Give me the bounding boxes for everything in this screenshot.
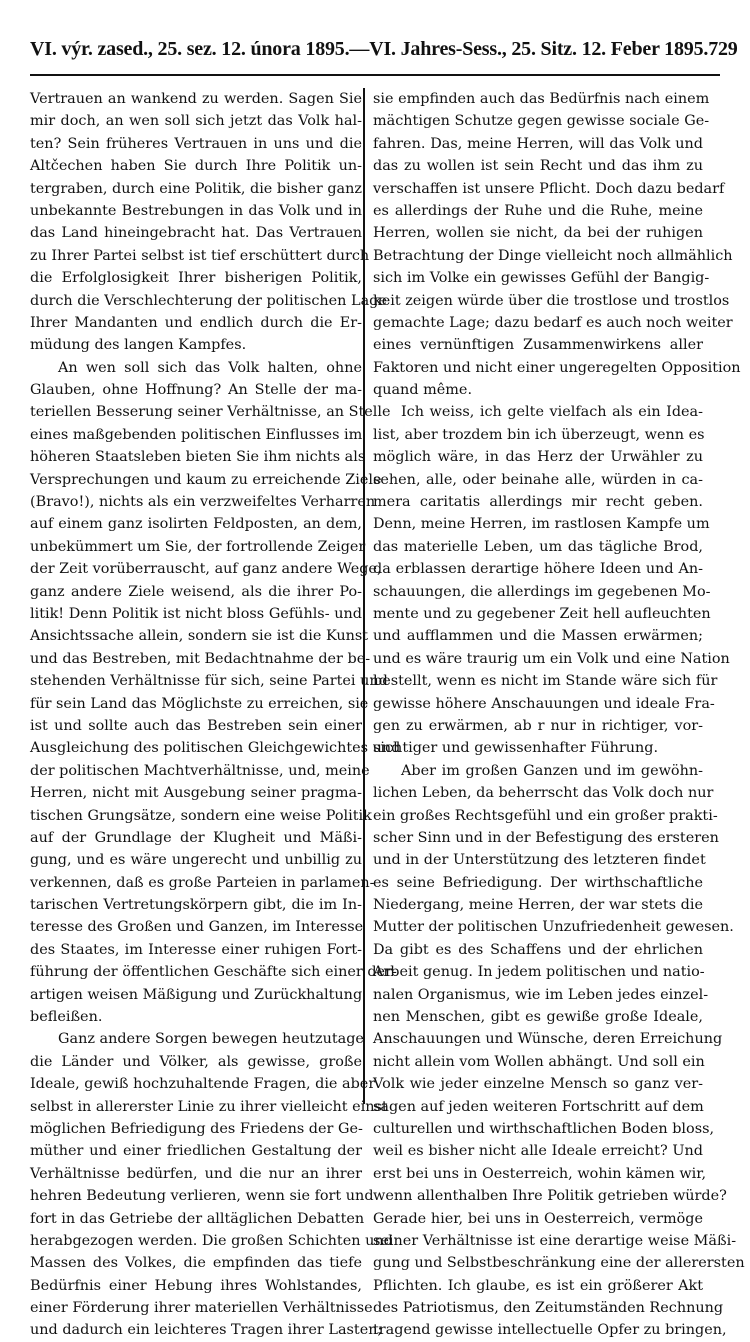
text-line: Glauben, ohne Hoffnung? An Stelle der ma- (30, 382, 362, 399)
text-line: Betrachtung der Dinge vielleicht noch allmählich (373, 247, 733, 264)
text-line: litik! Denn Politik ist nicht bloss Gefühls- und (30, 605, 362, 622)
text-line: nen Menschen, gibt es gewiße große Ideale, (373, 1009, 703, 1026)
text-line: das Land hineingebracht hat. Das Vertrauen (30, 225, 362, 242)
text-line: Mutter der politischen Unzufriedenheit gewesen. (373, 919, 734, 936)
text-line: sehen, alle, oder beinahe alle, würden in ca- (373, 471, 703, 488)
page-header (30, 38, 738, 61)
text-line: gen zu erwärmen, ab r nur in richtiger, vor- (373, 717, 703, 734)
header-separator: — (349, 38, 370, 60)
text-line: und dadurch ein leichteres Tragen ihrer Lasten; (30, 1322, 383, 1339)
text-line: gewisse höhere Anschauungen und ideale Fra- (373, 695, 715, 712)
text-line: nicht allein vom Wollen abhängt. Und soll ein (373, 1053, 705, 1070)
text-line: verkennen, daß es große Parteien in parlamen- (30, 874, 375, 891)
text-line: Aber im großen Ganzen und im gewöhn- (401, 762, 703, 779)
text-line: Ansichtssache allein, sondern sie ist die Kunst (30, 628, 369, 645)
text-line: list, aber trozdem bin ich überzeugt, wenn es (373, 426, 705, 443)
text-line: keit zeigen würde über die trostlose und trostlos (373, 292, 730, 309)
text-line: fort in das Getriebe der alltäglichen Debatten (30, 1210, 365, 1227)
text-line: möglichen Befriedigung des Friedens der Ge- (30, 1120, 363, 1137)
text-line: die Erfolglosigkeit Ihrer bisherigen Politik, (30, 270, 362, 287)
header-czech: VI. výr. zased., 25. sez. 12. února 1895. (30, 38, 350, 60)
text-line: teresse des Großen und Ganzen, im Interesse (30, 919, 364, 936)
text-line: das zu wollen ist sein Recht und das ihm zu (373, 158, 703, 175)
text-line: lichen Leben, da beherrscht das Volk doch nur (373, 785, 714, 802)
text-line: gung, und es wäre ungerecht und unbillig zu (30, 852, 362, 869)
text-line: artigen weisen Mäßigung und Zurückhaltung (30, 986, 363, 1003)
text-line: die Länder und Völker, als gewisse, große (30, 1053, 362, 1070)
text-line: das materielle Leben, um das tägliche Brod, (373, 538, 703, 555)
text-line: Denn, meine Herren, im rastlosen Kampfe um (373, 516, 710, 533)
header-german: VI. Jahres-Sess., 25. Sitz. 12. Feber 1895. (369, 38, 709, 60)
text-line: gung und Selbstbeschränkung eine der allerersten (373, 1255, 745, 1272)
text-line: und aufflammen und die Massen erwärmen; (373, 628, 703, 645)
text-line: An wen soll sich das Volk halten, ohne (58, 359, 362, 376)
text-line: es allerdings der Ruhe und die Ruhe, meine (373, 202, 703, 219)
text-line: erst bei uns in Oesterreich, wohin kämen wir, (373, 1165, 707, 1182)
text-line: möglich wäre, in das Herz der Urwähler zu (373, 449, 703, 466)
text-line: fahren. Das, meine Herren, will das Volk und (373, 135, 703, 152)
text-line: ist und sollte auch das Bestreben sein einer (30, 717, 362, 734)
text-line: Herren, wollen sie nicht, da bei der ruhigen (373, 225, 703, 242)
text-line: sie empfinden auch das Bedürfnis nach einem (373, 91, 710, 107)
text-line: Niedergang, meine Herren, der war stets die (373, 897, 703, 914)
text-line: Faktoren und nicht einer ungeregelten Opposition (373, 359, 741, 376)
text-line: Massen des Volkes, die empfinden das tiefe (30, 1255, 362, 1272)
text-line: sichtiger und gewissenhafter Führung. (373, 740, 659, 757)
header-rule (30, 74, 720, 76)
text-line: mir doch, an wen soll sich jetzt das Volk hal- (30, 113, 362, 130)
text-line: und es wäre traurig um ein Volk und eine Nation (373, 650, 730, 667)
text-line: Verhältnisse bedürfen, und die nur an ihrer (30, 1165, 362, 1182)
text-line: der politischen Machtverhältnisse, und, meine (30, 762, 370, 779)
left-column (30, 88, 401, 1342)
text-line: teriellen Besserung seiner Verhältnisse, an Stelle (30, 404, 391, 421)
text-line: wenn allenthalben Ihre Politik getrieben würde? (373, 1188, 727, 1205)
text-line: und in der Unterstützung des letzteren findet (373, 852, 706, 869)
text-line: seiner Verhältnisse ist eine derartige weise Mäßi- (373, 1232, 737, 1249)
text-line: verschaffen ist unsere Pflicht. Doch dazu bedarf (373, 180, 725, 197)
text-line: sich im Volke ein gewisses Gefühl der Bangig- (373, 270, 710, 287)
text-line: nalen Organismus, wie im Leben jedes einzel- (373, 986, 709, 1003)
text-line: müther und einer friedlichen Gestaltung der (30, 1143, 362, 1160)
text-line: mera caritatis allerdings mir recht geben. (373, 494, 703, 511)
text-line: mente und zu gegebener Zeit hell aufleuchten (373, 605, 711, 622)
text-line: Ihrer Mandanten und endlich durch die Er- (30, 314, 362, 331)
text-line: des Patriotismus, den Zeitumständen Rechnung (373, 1300, 724, 1317)
text-line: sagen auf jeden weiteren Fortschritt auf dem (373, 1098, 704, 1115)
text-line: unbekümmert um Sie, der fortrollende Zeiger (30, 538, 366, 555)
text-line: Pflichten. Ich glaube, es ist ein größerer Akt (373, 1277, 703, 1294)
text-line: gemachte Lage; dazu bedarf es auch noch weiter (373, 314, 733, 331)
text-line: Ausgleichung des politischen Gleichgewichtes und (30, 740, 401, 757)
text-line: Volk wie jeder einzelne Mensch so ganz ver- (373, 1076, 703, 1093)
text-line: Anschauungen und Wünsche, deren Erreichung (373, 1031, 723, 1048)
text-line: tergraben, durch eine Politik, die bisher ganz (30, 180, 362, 197)
text-line: eines maßgebenden politischen Einflusses im (30, 426, 363, 443)
text-line: Altčechen haben Sie durch Ihre Politik un- (30, 158, 362, 175)
text-line: einer Förderung ihrer materiellen Verhältnisse (30, 1300, 373, 1317)
text-line: tragend gewisse intellectuelle Opfer zu bringen, (373, 1322, 727, 1339)
text-line: herabgezogen werden. Die großen Schichten und (30, 1232, 393, 1249)
text-line: ten? Sein früheres Vertrauen in uns und die (30, 135, 362, 152)
text-line: eines vernünftigen Zusammenwirkens aller (373, 337, 703, 354)
text-line: mächtigen Schutze gegen gewisse sociale Ge- (373, 113, 710, 130)
text-line: unbekannte Bestrebungen in das Volk und in (30, 202, 362, 219)
text-line: Versprechungen und kaum zu erreichende Ziele (30, 471, 382, 488)
text-line: Herren, nicht mit Ausgebung seiner pragma- (30, 785, 362, 802)
text-line: tischen Grungsätze, sondern eine weise Politik (30, 807, 372, 824)
text-line: ganz andere Ziele weisend, als die ihrer Po- (30, 583, 362, 600)
text-line: hehren Bedeutung verlieren, wenn sie fort und (30, 1188, 374, 1205)
text-line: des Staates, im Interesse einer ruhigen Fort- (30, 941, 362, 958)
text-line: Gerade hier, bei uns in Oesterreich, vermöge (373, 1210, 703, 1227)
text-line: quand même. (373, 382, 473, 399)
text-line: culturellen und wirthschaftlichen Boden bloss, (373, 1120, 715, 1137)
text-line: Da gibt es des Schaffens und der ehrlichen (373, 941, 703, 958)
right-column (373, 88, 745, 1342)
text-line: weil es bisher nicht alle Ideale erreicht? Und (373, 1143, 703, 1160)
text-line: führung der öffentlichen Geschäfte sich einer der- (30, 964, 397, 981)
text-line: auf der Grundlage der Klugheit und Mäßi- (30, 829, 362, 846)
text-line: höheren Staatsleben bieten Sie ihm nichts als (30, 449, 366, 466)
text-line: Ideale, gewiß hochzuhaltende Fragen, die aber (30, 1076, 376, 1093)
text-line: der Zeit vorüberrauscht, auf ganz andere Wege, (30, 561, 382, 578)
text-line: Arbeit genug. In jedem politischen und natio- (373, 964, 705, 981)
text-line: und das Bestreben, mit Bedachtnahme der be- (30, 650, 371, 667)
text-line: auf einem ganz isolirten Feldposten, an dem, (30, 516, 362, 533)
text-line: tarischen Vertretungskörpern gibt, die im In- (30, 897, 362, 914)
text-line: selbst in allererster Linie zu ihrer vielleicht einst (30, 1098, 388, 1115)
text-line: Vertrauen an wankend zu werden. Sagen Sie (30, 91, 362, 107)
text-line: schauungen, die allerdings im gegebenen Mo- (373, 583, 711, 600)
text-line: bestellt, wenn es nicht im Stande wäre sich für (373, 673, 718, 690)
column-divider (363, 88, 365, 1104)
text-line: ein großes Rechtsgefühl und ein großer prakti- (373, 807, 718, 824)
text-line: Ich weiss, ich gelte vielfach als ein Idea- (401, 404, 703, 421)
text-line: es seine Befriedigung. Der wirthschaftliche (373, 874, 703, 891)
text-line: für sein Land das Möglichste zu erreichen, sie (30, 695, 369, 712)
text-line: Bedürfnis einer Hebung ihres Wohlstandes, (30, 1277, 362, 1294)
text-line: da erblassen derartige höhere Ideen und An- (373, 561, 703, 578)
text-line: befleißen. (30, 1009, 103, 1026)
text-line: zu Ihrer Partei selbst ist tief erschüttert durch (30, 247, 370, 264)
text-line: stehenden Verhältnisse für sich, seine Partei und (30, 673, 388, 690)
text-line: Ganz andere Sorgen bewegen heutzutage (58, 1031, 364, 1048)
page-number: 729 (708, 38, 738, 60)
text-line: durch die Verschlechterung der politischen Lage (30, 292, 387, 309)
text-line: scher Sinn und in der Befestigung des ersteren (373, 829, 719, 846)
text-line: (Bravo!), nichts als ein verzweifeltes Verharren (30, 494, 376, 511)
text-line: müdung des langen Kampfes. (30, 337, 247, 354)
